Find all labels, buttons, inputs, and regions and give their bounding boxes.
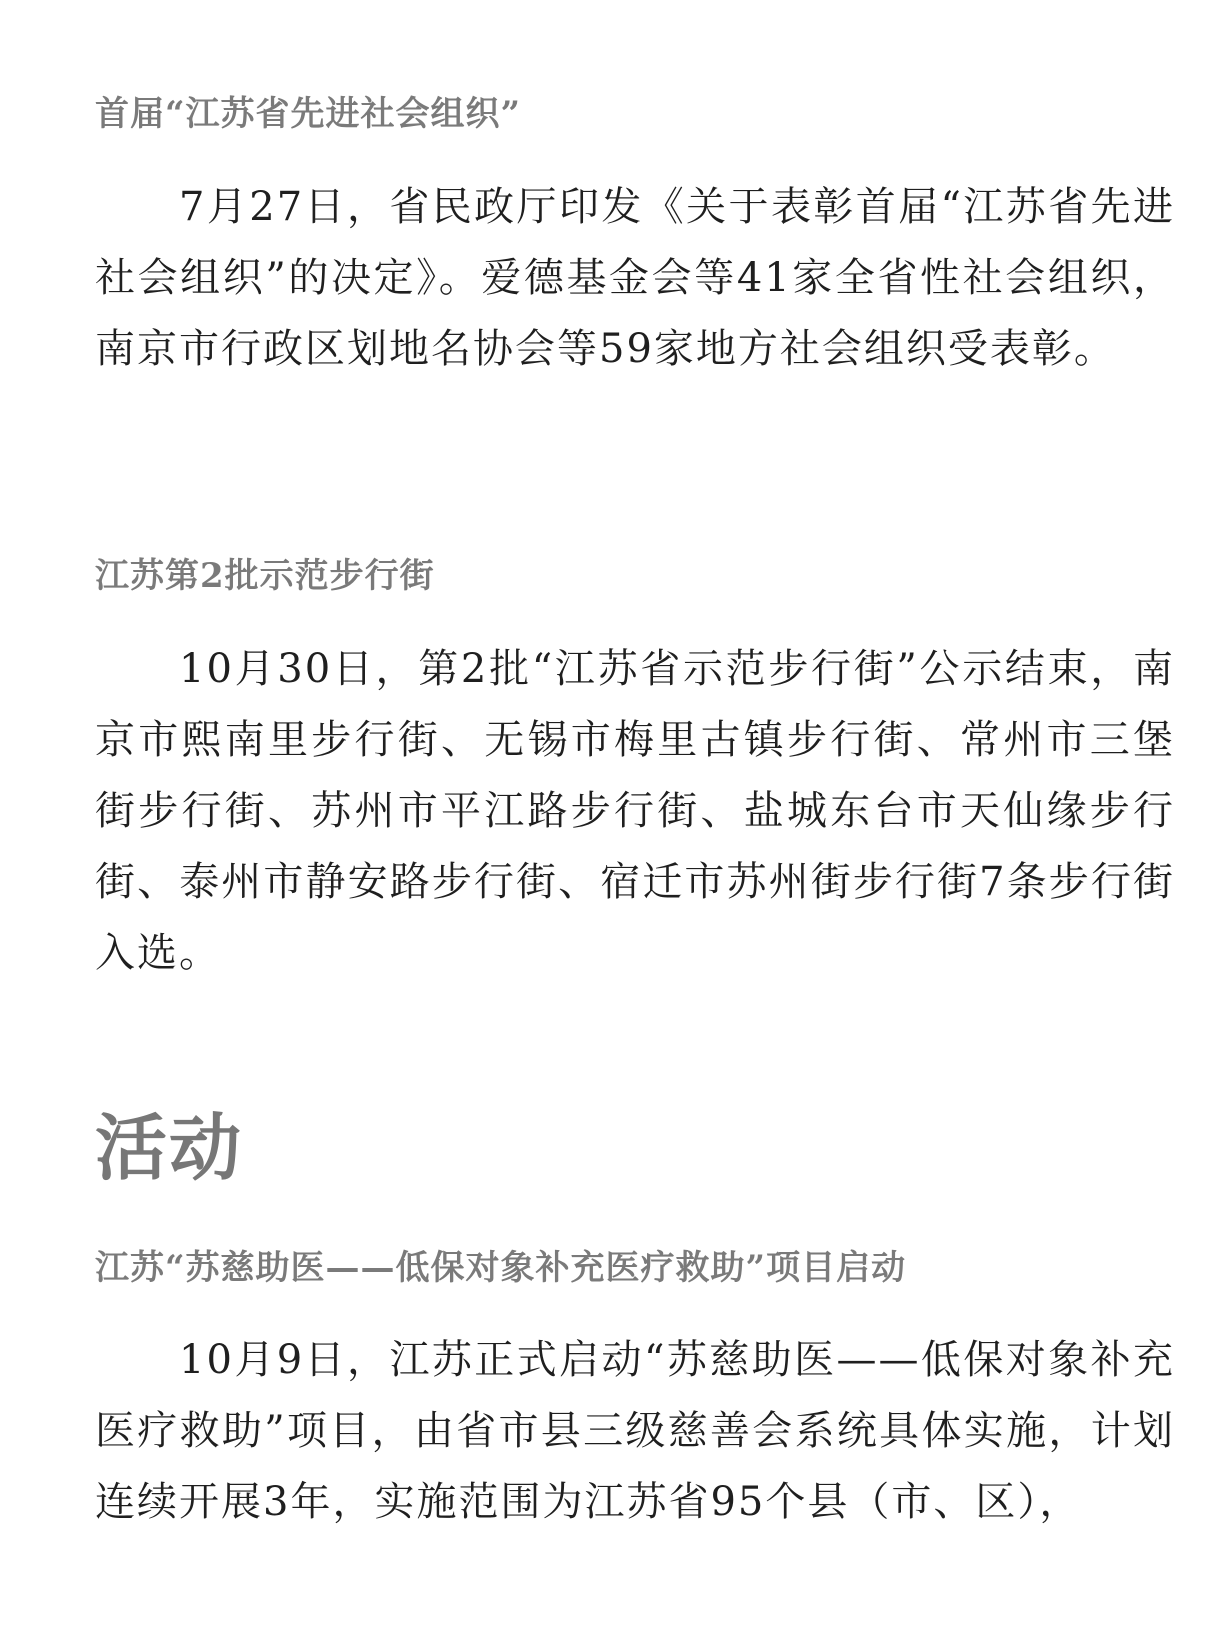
section-title-activities: 活动: [95, 1106, 244, 1190]
article-body-advanced-social-orgs: 7月27日，省民政厅印发《关于表彰首届“江苏省先进社会组织”的决定》。爱德基金会等41家全省性社会组织，南京市行政区划地名协会等59家地方社会组织受表彰。: [95, 184, 1175, 372]
article-heading-advanced-social-orgs: 首届“江苏省先进社会组织”: [95, 94, 522, 134]
article-heading-pedestrian-streets: 江苏第2批示范步行街: [95, 556, 435, 596]
article-body-pedestrian-streets: 10月30日，第2批“江苏省示范步行街”公示结束，南京市熙南里步行街、无锡市梅里古镇步行街、常州市三堡街步行街、苏州市平江路步行街、盐城东台市天仙缘步行街、泰州市静安路步行街、宿迁市苏州街步行街7条步行街入选。: [95, 646, 1175, 976]
article-heading-medical-aid-project: 江苏“苏慈助医——低保对象补充医疗救助”项目启动: [95, 1248, 907, 1288]
article-body-medical-aid-project: 10月9日，江苏正式启动“苏慈助医——低保对象补充医疗救助”项目，由省市县三级慈善会系统具体实施，计划连续开展3年，实施范围为江苏省95个县（市、区），: [95, 1337, 1175, 1525]
